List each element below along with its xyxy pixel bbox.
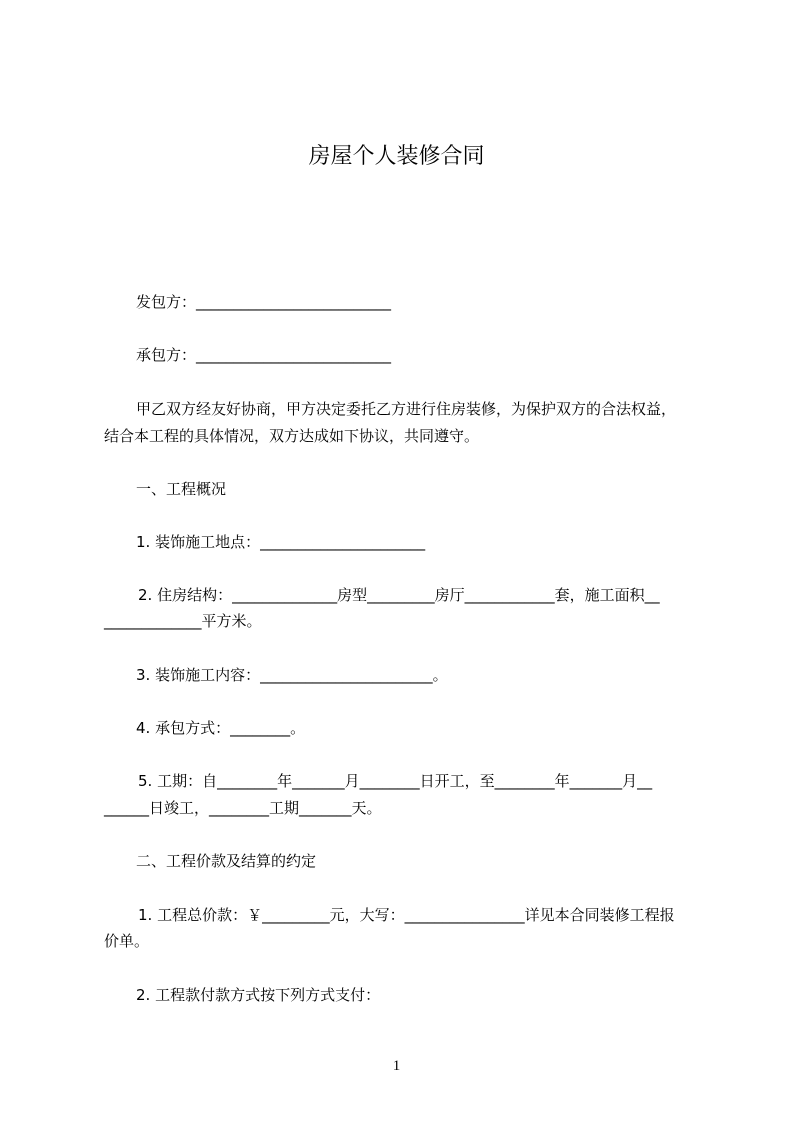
item-2-1-price-line-1: 1. 工程总价款：￥_________元，大写：________________详见本合同装修工程报 (138, 906, 675, 924)
section-1-heading: 一、工程概况 (136, 480, 227, 498)
intro-paragraph-line-1: 甲乙双方经友好协商，甲方决定委托乙方进行住房装修，为保护双方的合法权益， (136, 400, 677, 418)
section-2-heading: 二、工程价款及结算的约定 (136, 852, 317, 870)
party-a-line: 发包方：__________________________ (136, 293, 392, 311)
item-1-4-method: 4. 承包方式：________。 (136, 719, 306, 737)
item-2-2-payment: 2. 工程款付款方式按下列方式支付： (136, 986, 381, 1004)
item-1-2-structure-line-2: _____________平方米。 (104, 612, 262, 630)
item-1-5-period-line-1: 5. 工期：自________年_______月________日开工，至________年_______月__ (138, 772, 653, 790)
document-title: 房屋个人装修合同 (308, 144, 485, 169)
party-b-line: 承包方：__________________________ (136, 346, 392, 364)
item-1-5-period-line-2: ______日竣工，________工期_______天。 (104, 799, 382, 817)
item-2-1-price-line-2: 价单。 (104, 932, 150, 950)
item-1-3-content: 3. 装饰施工内容：_______________________。 (136, 666, 448, 684)
intro-paragraph-line-2: 结合本工程的具体情况，双方达成如下协议，共同遵守。 (104, 427, 480, 445)
item-1-1-location: 1. 装饰施工地点：______________________ (136, 533, 426, 551)
item-1-2-structure-line-1: 2. 住房结构：______________房型_________房厅____________套，施工面积__ (138, 586, 660, 604)
page-number: 1 (392, 1058, 401, 1074)
